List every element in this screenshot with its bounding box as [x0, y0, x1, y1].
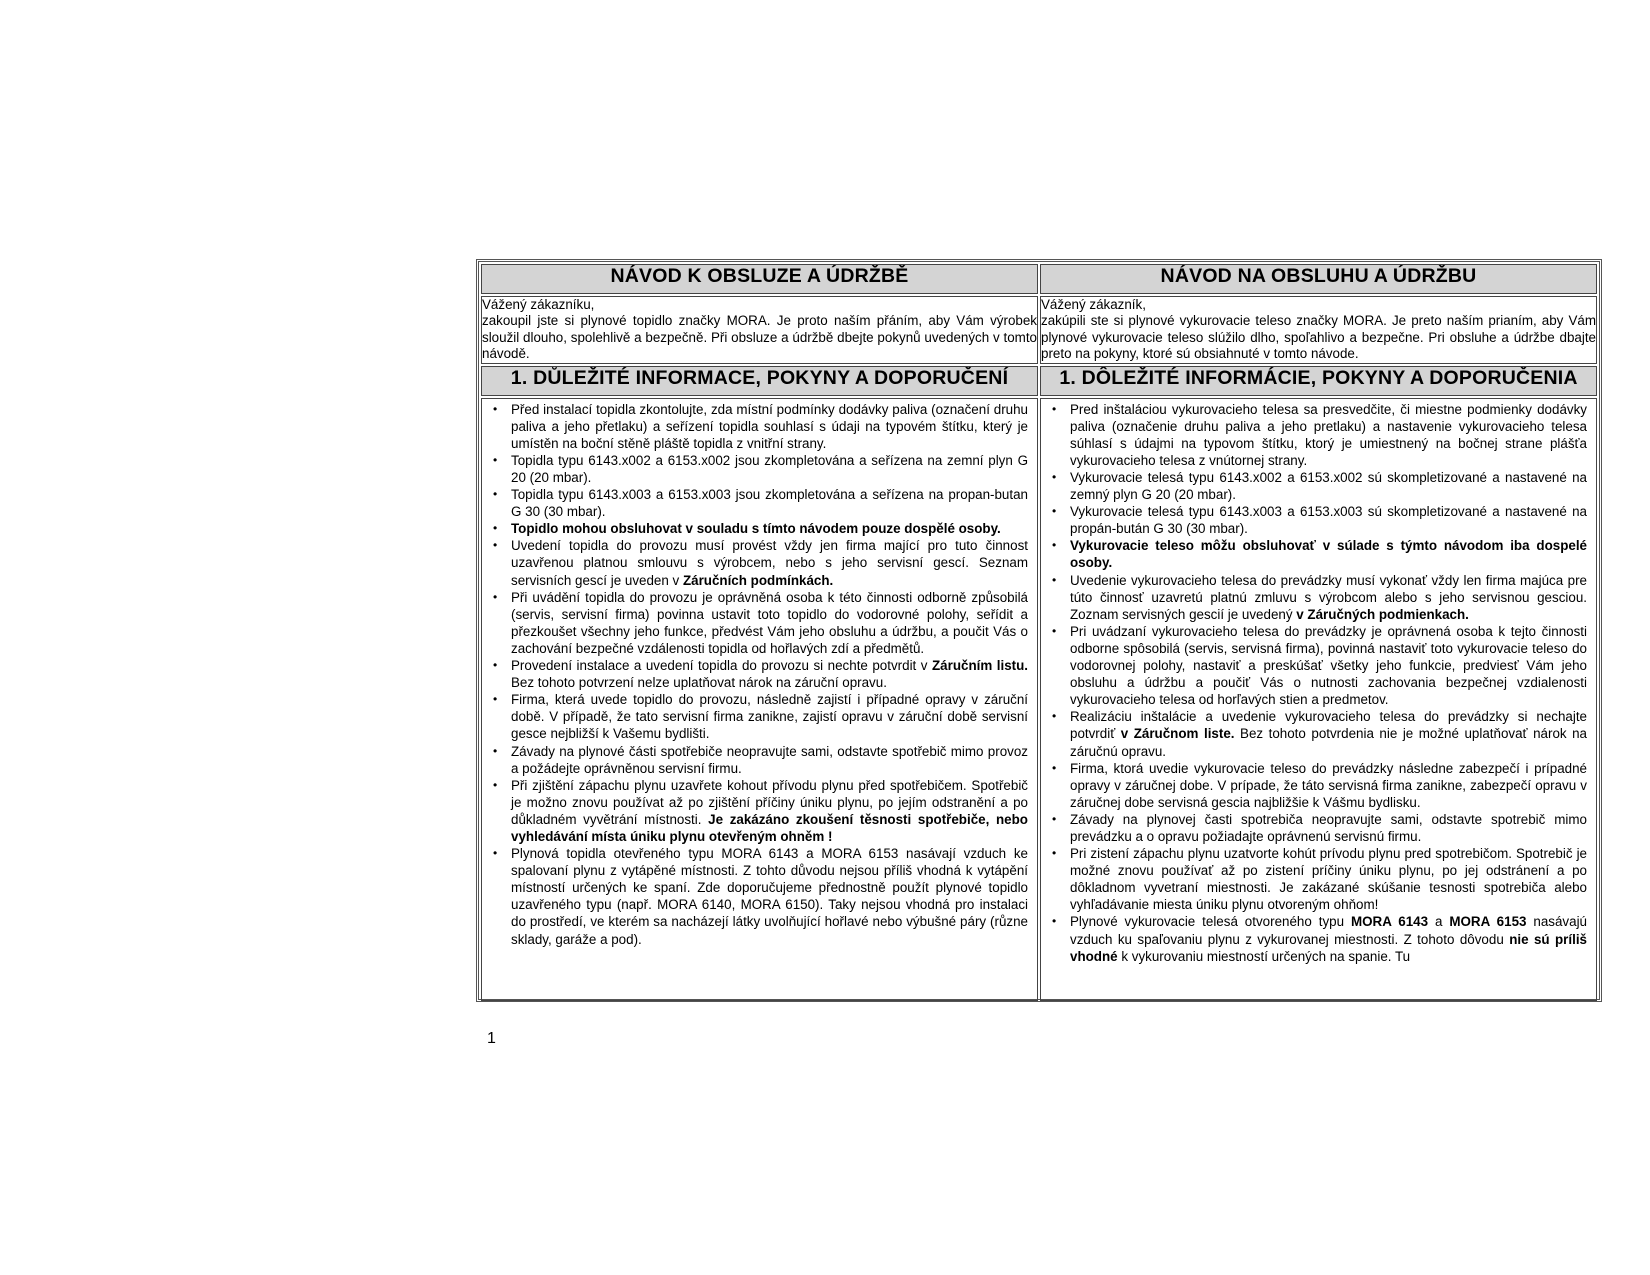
- list-item: [491, 452, 1028, 486]
- list-item: [491, 657, 1028, 691]
- list-item-text: Bez tohoto potvrzení nelze uplatňovat nárok na záruční opravu.: [511, 675, 887, 691]
- list-item: [1050, 401, 1587, 469]
- list-item: [491, 743, 1028, 777]
- list-item-text: Bez tohoto potvrdenia nie je možné uplatňovať nárok na záručnú opravu.: [1070, 726, 1588, 759]
- cz-instructions-list: [491, 401, 1028, 948]
- list-item: [491, 777, 1028, 845]
- list-item: [1050, 537, 1587, 571]
- cz-greeting: Vážený zákazníku,: [482, 297, 595, 312]
- sk-greeting: Vážený zákazník,: [1041, 297, 1146, 312]
- list-item-text: Plynové vykurovacie telesá otvoreného typu: [1070, 914, 1351, 930]
- list-item: [1050, 760, 1587, 811]
- list-item: [491, 537, 1028, 588]
- list-item-text: Vykurovacie telesá typu 6143.x003 a 6153.x003 sú skompletizované a nastavené na propán-bután G 30 (30 mbar).: [1070, 504, 1587, 537]
- list-item-text: Firma, která uvede topidlo do provozu, následně zajistí i případné opravy v záruční době. V případě, že tato servisní firma zanikne, zajistí opravu v záruční době servisní gesce nejbližší k Vašemu bydlišti.: [511, 692, 1028, 742]
- list-item-text: Vykurovacie telesá typu 6143.x002 a 6153.x002 sú skompletizované a nastavené na zemný plyn G 20 (20 mbar).: [1070, 470, 1587, 503]
- cz-instructions-cell: [481, 398, 1038, 1001]
- list-item-bold-text: nie sú príliš vhodné: [1070, 931, 1587, 964]
- list-item: [1050, 572, 1587, 623]
- list-item: [1050, 913, 1587, 964]
- sk-intro-cell: [1040, 296, 1597, 364]
- page-number: 1: [487, 1030, 496, 1047]
- manual-grid: [479, 262, 1599, 1003]
- list-item: [491, 691, 1028, 742]
- list-item-bold-text: Záručních podmínkách.: [682, 572, 834, 588]
- list-item-text: Pri zistení zápachu plynu uzatvorte kohút prívodu plynu pred spotrebičom. Spotrebič je možné znovu používať až po zistení príčiny úniku plynu, po jej odstránení a po dôkladnom vyvetraní miestnosti. Je zakázané skúšanie tesnosti spotrebiča alebo vyhľadávanie miesta úniku plynu otvoreným ohňom!: [1070, 846, 1587, 913]
- list-item-text: Topidla typu 6143.x002 a 6153.x002 jsou zkompletována a seřízena na zemní plyn G 20 (20 mbar).: [511, 452, 1028, 485]
- cz-intro-text: zakoupil jste si plynové topidlo značky MORA. Je proto naším přáním, aby Vám výrobek sloužil dlouho, spolehlivě a bezpečně. Při obsluze a údržbě dbejte pokynů uvedených v tomto návodě.: [482, 313, 1037, 362]
- list-item: [491, 486, 1028, 520]
- list-item-text: Závady na plynovej časti spotrebiča neopravujte sami, odstavte spotrebič mimo prevádzku a o opravu požiadajte oprávnenú servisnú firmu.: [1070, 811, 1587, 844]
- list-item-text: Firma, ktorá uvedie vykurovacie teleso do prevádzky následne zabezpečí i prípadné opravy v záručnej dobe. V prípade, že táto servisná firma zanikne, zabezpečí opravu v záručnej dobe servisná gescia najbližšie k Vášmu bydlisku.: [1070, 760, 1587, 810]
- list-item-text: Při uvádění topidla do provozu je oprávněná osoba k této činnosti odborně způsobilá (servis, servisní firma) povinna ustavit toto topidlo do vodorovné polohy, seřídit a přezkoušet všechny jeho funkce, předvést Vám jeho obsluhu a údržbu, a poučit Vás o zachování bezpečné vzdálenosti topidla od hořlavých zdí a předmětů.: [511, 589, 1028, 656]
- list-item-text: Pred inštaláciou vykurovacieho telesa sa presvedčite, či miestne podmienky dodávky paliva (označenie druhu paliva a jeho pretlaku) a nastavenie vykurovacieho telesa súhlasí s údajmi na typovom štítku, ktorý je umiestnený na bočnej strane plášťa vykurovacieho telesa z vnútornej strany.: [1070, 401, 1587, 468]
- list-item-bold-text: MORA 6153: [1449, 914, 1527, 930]
- bilingual-manual-table: [476, 259, 1602, 1002]
- cz-section-title: 1. DŮLEŽITÉ INFORMACE, POKYNY A DOPORUČENÍ: [481, 366, 1038, 396]
- list-item: [1050, 708, 1587, 759]
- list-item-text: k vykurovaniu miestností určených na spanie. Tu: [1117, 948, 1411, 964]
- list-item: [491, 589, 1028, 657]
- list-item: [1050, 811, 1587, 845]
- list-item-text: a: [1428, 914, 1450, 930]
- sk-instructions-list: [1050, 401, 1587, 965]
- list-item-text: Před instalací topidla zkontolujte, zda místní podmínky dodávky paliva (označení druhu paliva a jeho přetlaku) a seřízení topidla souhlasí s údaji na typovém štítku, který je umístěn na boční stěně pláště topidla z vnitřní strany.: [511, 401, 1028, 451]
- sk-intro-text: zakúpili ste si plynové vykurovacie teleso značky MORA. Je preto naším prianím, aby Vám plynové vykurovacie teleso slúžilo dlho, spoľahlivo a bezpečne. Pri obsluhe a údržbe dbajte preto na pokyny, ktoré sú obsiahnuté v tomto návode.: [1041, 313, 1596, 362]
- list-item-text: Realizáciu inštalácie a uvedenie vykurovacieho telesa do prevádzky si nechajte potvrdiť: [1070, 709, 1587, 742]
- list-item: [491, 401, 1028, 452]
- list-item: [1050, 845, 1587, 913]
- list-item: [491, 845, 1028, 948]
- sk-section-title: 1. DÔLEŽITÉ INFORMÁCIE, POKYNY A DOPORUČENIA: [1040, 366, 1597, 396]
- list-item-text: nasávajú vzduch ku spaľovaniu plynu z vykurovanej miestnosti. Z tohoto dôvodu: [1070, 914, 1587, 947]
- list-item: [1050, 469, 1587, 503]
- list-item-text: Uvedenie vykurovacieho telesa do prevádzky musí vykonať vždy len firma majúca pre túto činnosť uzavretú platnú zmluvu s výrobcom alebo s jeho servisnou gesciou. Zoznam servisných gescií je uvedený: [1070, 572, 1587, 622]
- list-item-bold-text: MORA 6143: [1350, 914, 1429, 930]
- list-item-text: Topidla typu 6143.x003 a 6153.x003 jsou zkompletována a seřízena na propan-butan G 30 (30 mbar).: [511, 487, 1028, 520]
- list-item-bold-text: v Záručnom liste.: [1120, 726, 1235, 742]
- list-item-text: Provedení instalace a uvedení topidla do provozu si nechte potvrdit v: [511, 658, 932, 674]
- list-item-text: Při zjištění zápachu plynu uzavřete kohout přívodu plynu před spotřebičem. Spotřebič je možno znovu používat až po zjištění příčiny úniku plynu, po jejím odstranění a po důkladném vyvětrání místnosti.: [511, 777, 1028, 827]
- list-item-bold-text: Topidlo mohou obsluhovat v souladu s tímto návodem pouze dospělé osoby.: [511, 521, 1001, 537]
- list-item-text: Pri uvádzaní vykurovacieho telesa do prevádzky je oprávnená osoba k tejto činnosti odborne spôsobilá (servis, servisná firma), povinná nastaviť toto vykurovacie teleso do vodorovnej polohy, nastaviť a preskúšať všetky jeho funkcie, predviesť Vám jeho obsluhu a údržbu a poučiť Vás o nutnosti zachovania bezpečnej vzdialenosti vykurovacieho telesa od horľavých stien a predmetov.: [1070, 623, 1587, 708]
- list-item-bold-text: Vykurovacie teleso môžu obsluhovať v súlade s týmto návodom iba dospelé osoby.: [1070, 538, 1587, 571]
- list-item-text: Uvedení topidla do provozu musí provést vždy jen firma mající pro tuto činnost uzavřenou platnou smlouvu s výrobcem, nebo s jeho servisní gescí. Seznam servisních gescí je uveden v: [511, 538, 1028, 588]
- list-item: [491, 520, 1028, 537]
- list-item-text: Plynová topidla otevřeného typu MORA 6143 a MORA 6153 nasávají vzduch ke spalovaní plynu z vytápěné místnosti. Z tohto důvodu nejsou příliš vhodná k vytápění místností určených ke spaní. Zde doporučujeme přednostně použít plynové topidlo uzavřeného typu (např. MORA 6140, MORA 6150). Taky nejsou vhodná pro instalaci do prostředí, ve kterém sa nacházejí látky uvolňující hořlavé nebo výbušné páry (různe sklady, garáže a pod).: [511, 846, 1028, 947]
- list-item: [1050, 623, 1587, 708]
- cz-title: NÁVOD K OBSLUZE A ÚDRŽBĚ: [481, 264, 1038, 294]
- list-item: [1050, 503, 1587, 537]
- list-item-bold-text: Záručním listu.: [931, 658, 1029, 674]
- list-item-text: Závady na plynové části spotřebiče neopravujte sami, odstavte spotřebič mimo provoz a požádejte oprávněnou servisní firmu.: [511, 743, 1028, 776]
- sk-instructions-cell: [1040, 398, 1597, 1001]
- list-item-bold-text: Je zakázáno zkoušení těsnosti spotřebiče, nebo vyhledávání místa úniku plynu otevřeným ohněm !: [511, 811, 1028, 844]
- list-item-bold-text: v Záručných podmienkach.: [1296, 606, 1469, 622]
- sk-title: NÁVOD NA OBSLUHU A ÚDRŽBU: [1040, 264, 1597, 294]
- cz-intro-cell: [481, 296, 1038, 364]
